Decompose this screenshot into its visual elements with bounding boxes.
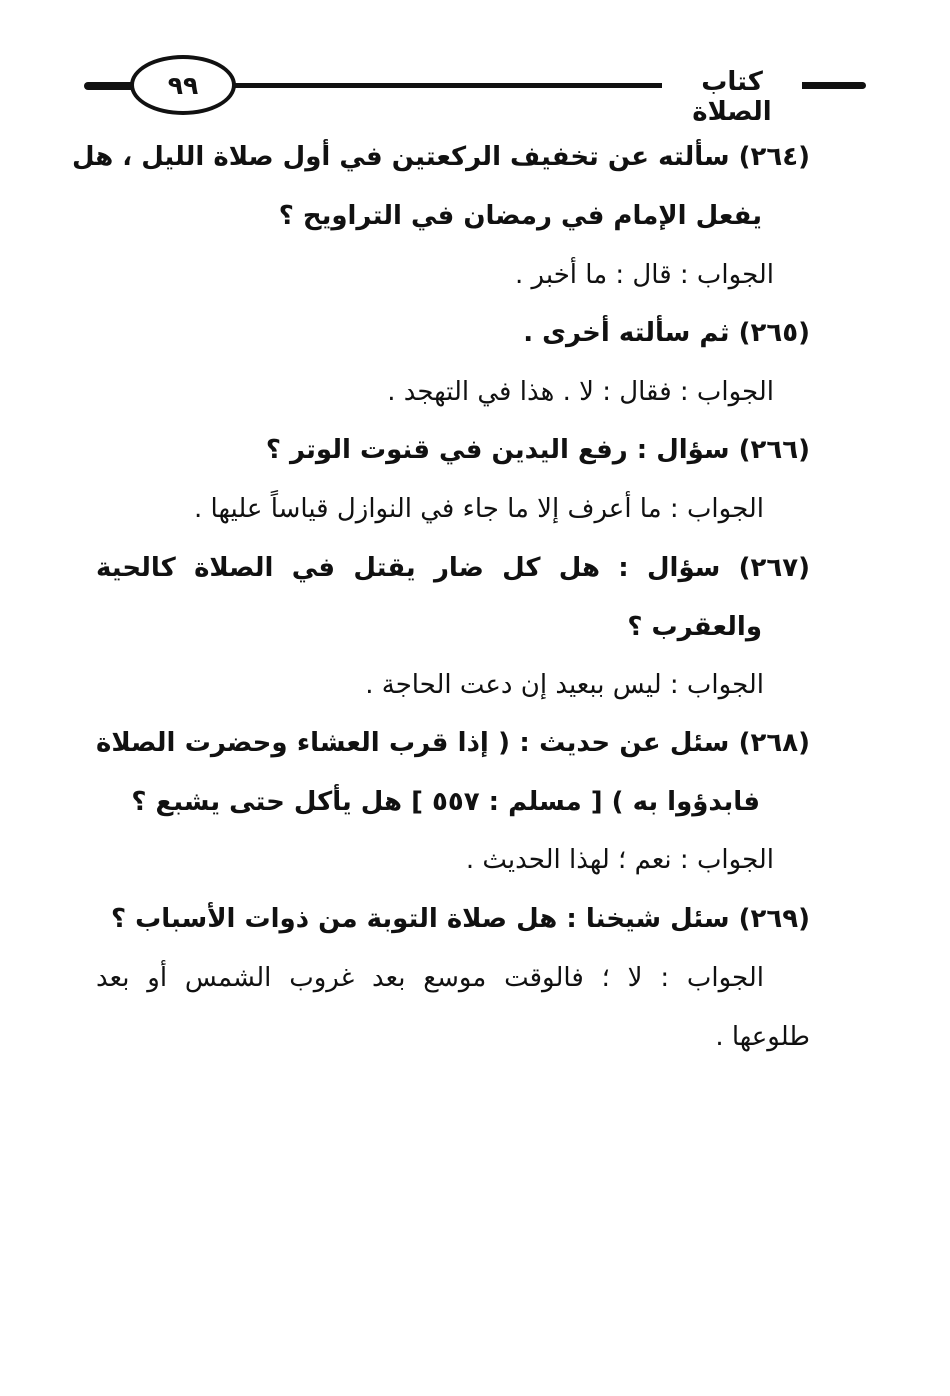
answer-264: الجواب : قال : ما أخبر . xyxy=(514,260,774,290)
answer-266: الجواب : ما أعرف إلا ما جاء في النوازل قياساً عليها . xyxy=(194,494,764,524)
header-rule-left xyxy=(84,82,136,90)
page-number: ٩٩ xyxy=(167,70,199,100)
header-rule-right xyxy=(800,82,866,89)
answer-265: الجواب : فقال : لا . هذا في التهجد . xyxy=(387,377,774,407)
header-rule-main xyxy=(234,83,704,88)
question-264-line-1: (٢٦٤) سألته عن تخفيف الركعتين في أول صلاة الليل ، هل xyxy=(72,142,810,172)
question-268-line-1: (٢٦٨) سئل عن حديث : ( إذا قرب العشاء وحضرت الصلاة xyxy=(96,728,810,758)
question-264-line-2: يفعل الإمام في رمضان في التراويح ؟ xyxy=(278,201,762,231)
page-number-oval xyxy=(130,55,236,115)
book-title: كتاب الصلاة xyxy=(662,67,802,127)
question-268-line-2: فابدؤوا به ) [ مسلم : ٥٥٧ ] هل يأكل حتى يشبع ؟ xyxy=(131,787,760,817)
answer-269-line-2: طلوعها . xyxy=(715,1022,810,1052)
question-267-line-2: والعقرب ؟ xyxy=(627,612,762,642)
answer-268: الجواب : نعم ؛ لهذا الحديث . xyxy=(465,845,774,875)
question-265: (٢٦٥) ثم سألته أخرى . xyxy=(523,318,810,348)
question-266: (٢٦٦) سؤال : رفع اليدين في قنوت الوتر ؟ xyxy=(265,435,810,465)
answer-267: الجواب : ليس ببعيد إن دعت الحاجة . xyxy=(365,670,764,700)
question-267-line-1: (٢٦٧) سؤال : هل كل ضار يقتل في الصلاة كالحية xyxy=(96,553,810,583)
answer-269-line-1: الجواب : لا ؛ فالوقت موسع بعد غروب الشمس أو بعد xyxy=(96,963,764,993)
question-269: (٢٦٩) سئل شيخنا : هل صلاة التوبة من ذوات الأسباب ؟ xyxy=(110,904,810,934)
page-header xyxy=(84,55,866,127)
